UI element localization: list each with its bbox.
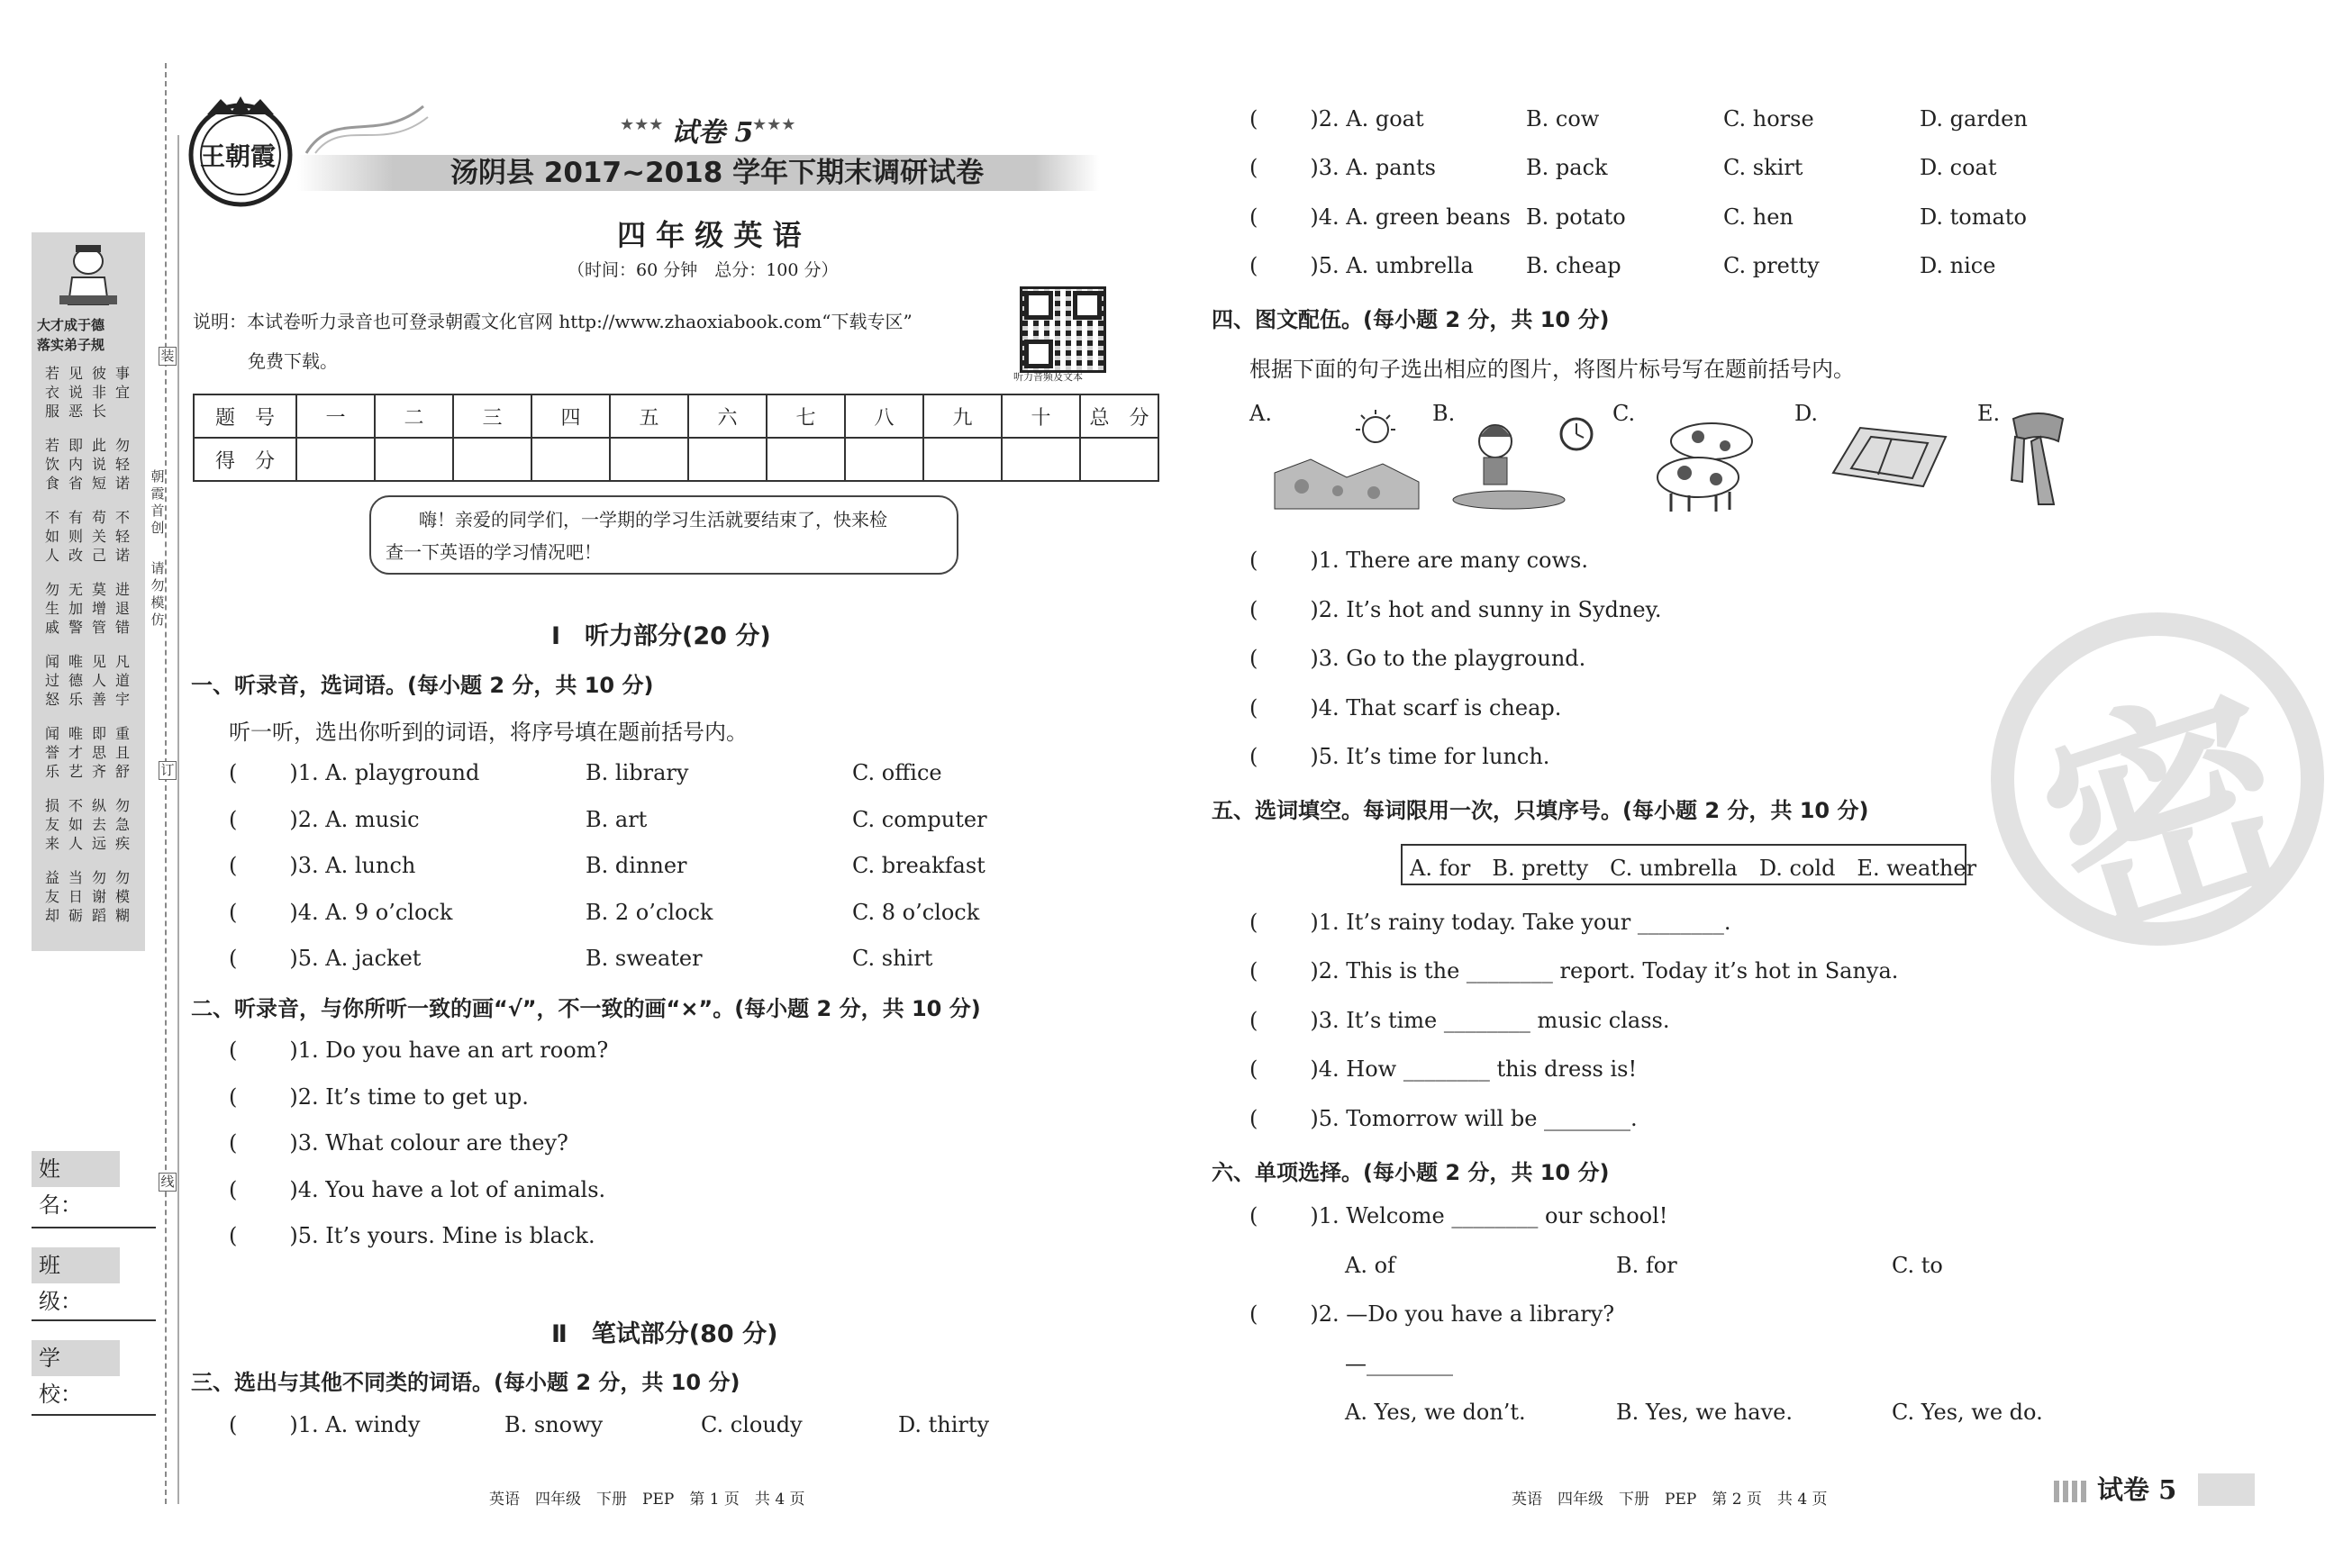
- rhyme-column: 即思齐: [91, 725, 106, 780]
- score-input-cell[interactable]: [688, 438, 767, 481]
- rhyme-column: 不轻诺: [114, 509, 130, 564]
- score-cell: 七: [767, 394, 845, 438]
- rhyme-column: 不如人: [68, 797, 83, 852]
- rhyme-column: 若饮食: [44, 437, 59, 492]
- score-cell: 一: [296, 394, 375, 438]
- greeting-line-2: 查一下英语的学习情况吧！: [386, 541, 602, 563]
- rhyme-column: 凡道宇: [114, 653, 130, 708]
- sec5-sentence: )5. Tomorrow will be ________.: [1310, 1106, 1638, 1131]
- score-input-cell[interactable]: [845, 438, 923, 481]
- score-input-cell[interactable]: [1080, 438, 1158, 481]
- score-input-cell[interactable]: [923, 438, 1002, 481]
- rhyme-column: 重且舒: [114, 725, 130, 780]
- sec4-sentence: )3. Go to the playground.: [1310, 646, 1586, 671]
- rhyme-column: 若衣服: [44, 365, 59, 420]
- ribbon-decoration: [297, 99, 432, 162]
- picture-a-sunny-beach: [1275, 410, 1419, 509]
- score-cell: 八: [845, 394, 923, 438]
- pic-label-c: C.: [1612, 401, 1636, 426]
- sec5-item: ( )4. How ________ this dress is!: [1249, 1056, 1638, 1082]
- pic-label-e: E.: [1977, 401, 2001, 426]
- binding-dashed-line: [165, 63, 167, 1504]
- part2-title: Ⅱ 笔试部分(80 分): [551, 1320, 778, 1348]
- rhyme-column: 不如人: [44, 509, 59, 564]
- banner-stars-right: ★★★: [752, 115, 796, 134]
- sec1-item: ( )5. A. jacket: [229, 946, 422, 971]
- sec4-item: ( )2. It’s hot and sunny in Sydney.: [1249, 597, 1662, 622]
- score-cell: 四: [531, 394, 610, 438]
- rhyme-column: 益友却: [44, 869, 59, 924]
- sec1-option-c: C. breakfast: [852, 853, 985, 878]
- picture-b-boy-eating-clock: [1446, 414, 1599, 509]
- sec3-item: ( )1. A. windy: [229, 1412, 421, 1437]
- sec3-option-b: B. cheap: [1526, 253, 1621, 278]
- sec4-item: ( )4. That scarf is cheap.: [1249, 695, 1562, 721]
- score-table-score-row: [194, 438, 1158, 481]
- sec2-sentence: )4. You have a lot of animals.: [289, 1177, 606, 1202]
- score-cell: 三: [453, 394, 531, 438]
- subject-title: 四 年 级 英 语: [617, 218, 802, 252]
- score-input-cell[interactable]: [453, 438, 531, 481]
- time-info: （时间：60 分钟 总分：100 分）: [568, 260, 839, 280]
- cut-mark-1: 装: [159, 347, 177, 366]
- sec3-option-a: )3. A. pants: [1310, 155, 1436, 180]
- sec1-option-b: B. sweater: [586, 946, 703, 971]
- rhyme-column: 彼非长: [91, 365, 106, 420]
- sec1-item: ( )4. A. 9 o’clock: [229, 900, 453, 925]
- sec6-q2-option-b: B. Yes, we have.: [1616, 1400, 1793, 1425]
- sec2-item: ( )3. What colour are they?: [229, 1130, 568, 1156]
- sec4-sentence: )5. It’s time for lunch.: [1310, 744, 1550, 769]
- sec5-sentence: )4. How ________ this dress is!: [1310, 1056, 1638, 1082]
- rhyme-column: 纵去远: [91, 797, 106, 852]
- pic-label-d: D.: [1794, 401, 1819, 426]
- sec1-option-c: C. 8 o’clock: [852, 900, 980, 925]
- sec3-option-d: D. tomato: [1920, 204, 2027, 230]
- sec3-option-c: C. skirt: [1723, 155, 1803, 180]
- sec5-sentence: )3. It’s time ________ music class.: [1310, 1008, 1670, 1033]
- name-label: 姓 名：: [32, 1151, 120, 1187]
- sec3-title: 三、选出与其他不同类的词语。(每小题 2 分，共 10 分): [191, 1370, 740, 1395]
- sec3-option-c: C. hen: [1723, 204, 1794, 230]
- banner-stars: ★★★: [620, 115, 664, 134]
- logo-text: 王朝霞: [200, 141, 277, 171]
- download-note-2: 免费下载。: [248, 350, 338, 372]
- rhyme-column: 勿轻诺: [114, 437, 130, 492]
- vertical-note-1: 朝霞首创: [150, 468, 165, 536]
- picture-c-cows: [1644, 414, 1766, 513]
- sec6-title: 六、单项选择。(每小题 2 分，共 10 分): [1212, 1160, 1610, 1185]
- score-input-cell[interactable]: [531, 438, 610, 481]
- page-footer-left: 英语 四年级 下册 PEP 第 1 页 共 4 页: [489, 1491, 805, 1509]
- score-cell: 六: [688, 394, 767, 438]
- rhyme-column: 此说短: [91, 437, 106, 492]
- score-cell: 十: [1002, 394, 1080, 438]
- sec3-option-c: C. horse: [1723, 106, 1814, 131]
- score-cell: 五: [610, 394, 688, 438]
- binding-solid-line: [177, 135, 179, 1504]
- rhyme-column: 唯德乐: [68, 653, 83, 708]
- name-underline: [32, 1227, 156, 1228]
- sec5-item: ( )1. It’s rainy today. Take your ________.: [1249, 910, 1731, 935]
- sec1-option-b: B. dinner: [586, 853, 687, 878]
- sec6-q2-option-c: C. Yes, we do.: [1892, 1400, 2043, 1425]
- sec3-option-a: )2. A. goat: [1310, 106, 1424, 131]
- score-table: [193, 394, 1159, 482]
- score-input-cell[interactable]: [767, 438, 845, 481]
- picture-e-scarf: [2004, 410, 2072, 509]
- sec2-item: ( )2. It’s time to get up.: [229, 1084, 529, 1110]
- qr-code: [1020, 286, 1106, 373]
- rhyme-column: 事宜: [114, 365, 130, 401]
- rhyme-column: 勿急疾: [114, 797, 130, 852]
- scholar-illustration: [52, 241, 124, 313]
- sec2-sentence: )1. Do you have an art room?: [289, 1038, 609, 1063]
- sec4-title: 四、图文配伍。(每小题 2 分，共 10 分): [1212, 307, 1610, 332]
- vertical-note-2: 请勿模仿: [150, 560, 165, 628]
- sec4-item: ( )5. It’s time for lunch.: [1249, 744, 1550, 769]
- sec1-option-a: )2. A. music: [289, 807, 420, 832]
- rhyme-column: 即内省: [68, 437, 83, 492]
- sec5-item: ( )2. This is the ________ report. Today it’s hot in Sanya.: [1249, 958, 1899, 983]
- rhyme-column: 勿生戚: [44, 581, 59, 636]
- sec6-question-1: ( )1. Welcome ________ our school!: [1249, 1203, 1668, 1228]
- score-table-header-row: [194, 394, 1158, 438]
- sec1-option-a: )1. A. playground: [289, 760, 480, 785]
- sec5-sentence: )1. It’s rainy today. Take your ________.: [1310, 910, 1731, 935]
- sec1-option-b: B. library: [586, 760, 689, 785]
- sec3-option-b: B. pack: [1526, 155, 1608, 180]
- score-cell: 二: [375, 394, 453, 438]
- sec3-item: ( )4. A. green beans: [1249, 204, 1511, 230]
- rhyme-column: 进退错: [114, 581, 130, 636]
- rhyme-column: 见人善: [91, 653, 106, 708]
- score-cell: 题 号: [194, 394, 296, 438]
- pic-label-b: B.: [1432, 401, 1456, 426]
- sec6-question-2: ( )2. —Do you have a library?: [1249, 1301, 1615, 1327]
- sec2-sentence: )3. What colour are they?: [289, 1130, 568, 1156]
- corner-bar: [2198, 1473, 2255, 1506]
- download-note: 说明：本试卷听力录音也可登录朝霞文化官网 http://www.zhaoxiabook.com“下载专区”: [193, 311, 913, 332]
- exam-title: 汤阴县 2017~2018 学年下期末调研试卷: [450, 157, 985, 189]
- rhyme-column: 见说恶: [68, 365, 83, 420]
- sec1-option-b: B. art: [586, 807, 648, 832]
- sec3-option-b: B. snowy: [504, 1412, 604, 1437]
- rhyme-column: 唯才艺: [68, 725, 83, 780]
- rhyme-column: 闻过怒: [44, 653, 59, 708]
- sec6-q2-option-a: A. Yes, we don’t.: [1345, 1400, 1526, 1425]
- sec1-item: ( )3. A. lunch: [229, 853, 416, 878]
- page-footer-right: 英语 四年级 下册 PEP 第 2 页 共 4 页: [1512, 1491, 1828, 1509]
- sec4-sentence: )2. It’s hot and sunny in Sydney.: [1310, 597, 1662, 622]
- sec1-option-c: C. office: [852, 760, 942, 785]
- sec6-q2-answer-blank: —________: [1345, 1351, 1453, 1376]
- sec5-sentence: )2. This is the ________ report. Today it’s hot in Sanya.: [1310, 958, 1899, 983]
- score-input-cell[interactable]: [1002, 438, 1080, 481]
- school-underline: [32, 1414, 156, 1416]
- sec3-item: ( )3. A. pants: [1249, 155, 1436, 180]
- sec2-sentence: )2. It’s time to get up.: [289, 1084, 529, 1110]
- sec3-option-d: D. nice: [1920, 253, 1996, 278]
- sec6-q1-option-b: B. for: [1616, 1253, 1677, 1278]
- sec3-option-d: D. thirty: [898, 1412, 990, 1437]
- sec3-option-a: )5. A. umbrella: [1310, 253, 1474, 278]
- score-cell: 总 分: [1080, 394, 1158, 438]
- cut-mark-2: 订: [159, 761, 177, 780]
- sec3-item: ( )5. A. umbrella: [1249, 253, 1474, 278]
- score-input-cell[interactable]: [375, 438, 453, 481]
- sec3-option-d: D. coat: [1920, 155, 1997, 180]
- score-row-label: 得 分: [194, 438, 296, 481]
- sec1-option-a: )5. A. jacket: [289, 946, 422, 971]
- sec2-item: ( )5. It’s yours. Mine is black.: [229, 1223, 595, 1248]
- sec5-title: 五、选词填空。每词限用一次，只填序号。(每小题 2 分，共 10 分): [1212, 798, 1869, 823]
- pic-label-a: A.: [1249, 401, 1272, 426]
- sec1-option-a: )4. A. 9 o’clock: [289, 900, 453, 925]
- banner-label: 试卷 5: [671, 117, 754, 149]
- sec3-option-c: C. cloudy: [701, 1412, 803, 1437]
- rhyme-column: 莫增管: [91, 581, 106, 636]
- sec6-q1-option-c: C. to: [1892, 1253, 1943, 1278]
- sec6-q2-text: )2. —Do you have a library?: [1310, 1301, 1615, 1327]
- sec3-option-d: D. garden: [1920, 106, 2028, 131]
- sec1-instruction: 听一听，选出你听到的词语，将序号填在题前括号内。: [229, 720, 748, 745]
- motto-2: 落实弟子规: [37, 337, 105, 353]
- sec4-item: ( )1. There are many cows.: [1249, 548, 1588, 573]
- sec2-item: ( )4. You have a lot of animals.: [229, 1177, 606, 1202]
- sec3-option-b: B. potato: [1526, 204, 1626, 230]
- score-input-cell[interactable]: [610, 438, 688, 481]
- watermark-char: 密: [2014, 652, 2322, 983]
- greeting-line-1: 嗨！亲爱的同学们，一学期的学习生活就要结束了，快来检: [419, 509, 887, 530]
- sec1-item: ( )2. A. music: [229, 807, 420, 832]
- rhyme-column: 勿模糊: [114, 869, 130, 924]
- sec3-item: ( )2. A. goat: [1249, 106, 1424, 131]
- rhyme-column: 勿谢蹈: [91, 869, 106, 924]
- sec2-title: 二、听录音，与你所听一致的画“√”，不一致的画“×”。(每小题 2 分，共 10 分): [191, 996, 981, 1021]
- sec5-item: ( )5. Tomorrow will be ________.: [1249, 1106, 1638, 1131]
- sidebar-panel: [32, 232, 145, 951]
- class-underline: [32, 1319, 156, 1321]
- sec2-sentence: )5. It’s yours. Mine is black.: [289, 1223, 595, 1248]
- sec6-q1-text: )1. Welcome ________ our school!: [1310, 1203, 1668, 1228]
- sec3-option-c: C. pretty: [1723, 253, 1820, 278]
- rhyme-column: 闻誉乐: [44, 725, 59, 780]
- sec4-sentence: )1. There are many cows.: [1310, 548, 1588, 573]
- sec3-option-a: )4. A. green beans: [1310, 204, 1511, 230]
- motto-1: 大才成于德: [37, 317, 105, 333]
- sec1-item: ( )1. A. playground: [229, 760, 480, 785]
- cut-mark-3: 线: [159, 1173, 177, 1192]
- sec4-instruction: 根据下面的句子选出相应的图片，将图片标号写在题前括号内。: [1249, 357, 1855, 382]
- rhyme-column: 苟关己: [91, 509, 106, 564]
- sec4-sentence: )4. That scarf is cheap.: [1310, 695, 1562, 721]
- sec1-title: 一、听录音，选词语。(每小题 2 分，共 10 分): [191, 673, 654, 698]
- score-input-cell[interactable]: [296, 438, 375, 481]
- rhyme-column: 无加警: [68, 581, 83, 636]
- score-cell: 九: [923, 394, 1002, 438]
- corner-label: 试卷 5: [2097, 1474, 2177, 1505]
- sec1-option-b: B. 2 o’clock: [586, 900, 713, 925]
- qr-caption: 听力音频及文本: [1013, 371, 1083, 383]
- rhyme-column: 有则改: [68, 509, 83, 564]
- sec3-option-a: )1. A. windy: [289, 1412, 421, 1437]
- sec3-option-b: B. cow: [1526, 106, 1600, 131]
- sec5-item: ( )3. It’s time ________ music class.: [1249, 1008, 1670, 1033]
- sec1-option-c: C. shirt: [852, 946, 933, 971]
- sec4-item: ( )3. Go to the playground.: [1249, 646, 1586, 671]
- corner-decoration: [2054, 1481, 2086, 1502]
- class-label: 班 级：: [32, 1247, 120, 1283]
- school-label: 学 校：: [32, 1340, 120, 1376]
- sec2-item: ( )1. Do you have an art room?: [229, 1038, 609, 1063]
- sec6-q1-option-a: A. of: [1345, 1253, 1395, 1278]
- rhyme-column: 当日砺: [68, 869, 83, 924]
- sec1-option-c: C. computer: [852, 807, 987, 832]
- part1-title: Ⅰ 听力部分(20 分): [551, 622, 771, 650]
- sec1-option-a: )3. A. lunch: [289, 853, 416, 878]
- word-box-text: A. for B. pretty C. umbrella D. cold E. weather: [1410, 856, 1977, 881]
- rhyme-column: 损友来: [44, 797, 59, 852]
- picture-d-playground: [1824, 419, 1950, 491]
